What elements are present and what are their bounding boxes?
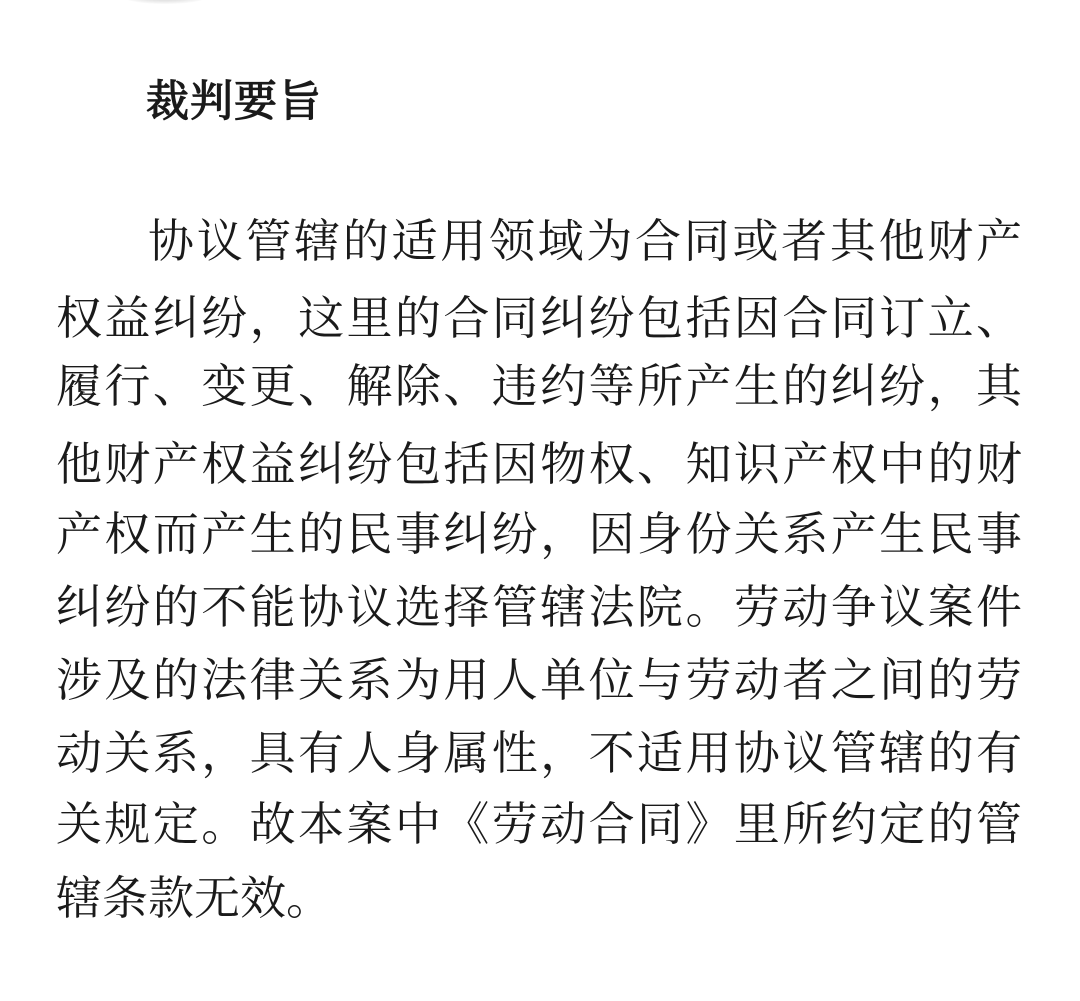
paragraph-line-10: 辖条款无效。 [56, 871, 332, 925]
top-edge-shadow [120, 0, 210, 4]
paragraph-line-1: 协议管辖的适用领域为合同或者其他财产 [148, 214, 1022, 268]
paragraph-line-5: 产权而产生的民事纠纷，因身份关系产生民事 [56, 507, 1022, 561]
paragraph-line-4: 他财产权益纠纷包括因物权、知识产权中的财 [56, 437, 1022, 491]
paragraph-line-9: 关规定。故本案中《劳动合同》里所约定的管 [56, 797, 1022, 851]
paragraph-line-2: 权益纠纷，这里的合同纠纷包括因合同订立、 [56, 291, 1022, 345]
paragraph-line-7: 涉及的法律关系为用人单位与劳动者之间的劳 [56, 653, 1022, 707]
section-heading: 裁判要旨 [146, 77, 322, 127]
paragraph-line-3: 履行、变更、解除、违约等所产生的纠纷，其 [56, 359, 1022, 413]
paragraph-line-6: 纠纷的不能协议选择管辖法院。劳动争议案件 [56, 580, 1022, 634]
paragraph-line-8: 动关系，具有人身属性，不适用协议管辖的有 [56, 726, 1022, 780]
